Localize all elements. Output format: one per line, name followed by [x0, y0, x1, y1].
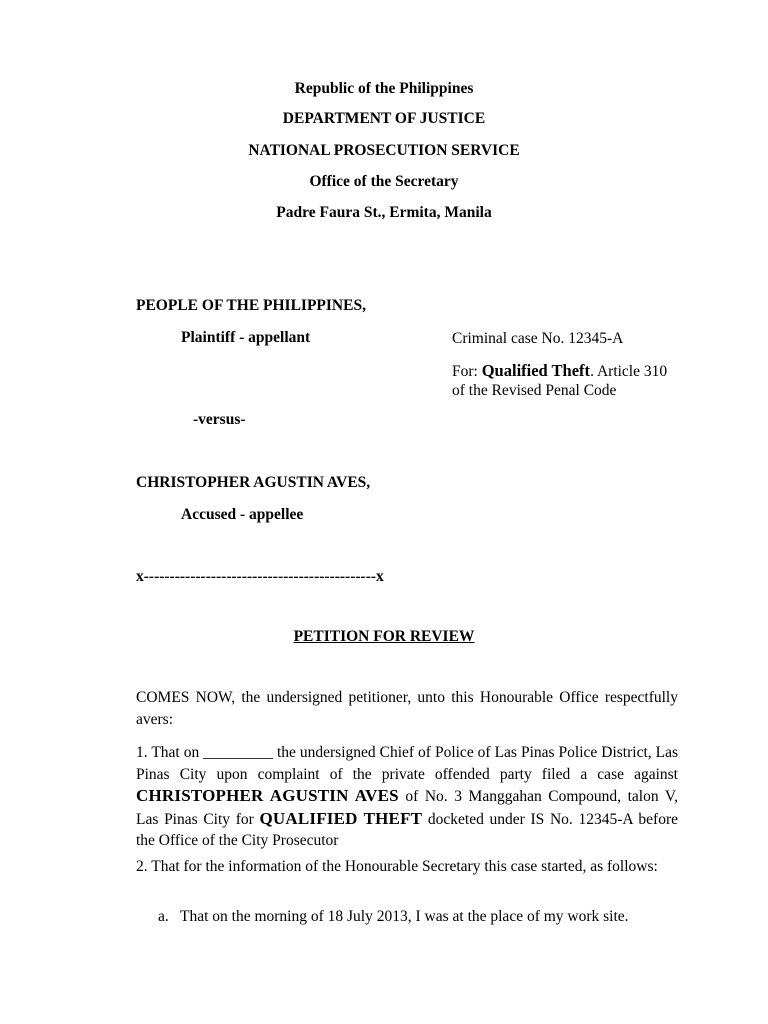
case-offense: [452, 361, 682, 400]
accused-role: Accused - appellee: [181, 506, 304, 523]
plaintiff-name: PEOPLE OF THE PHILIPPINES,: [136, 297, 366, 314]
paragraph-1-text-b: of No. 3 Manggahan Compound, talon V, Las Pinas City for: [136, 788, 678, 828]
accused-name: CHRISTOPHER AGUSTIN AVES,: [136, 474, 371, 491]
intro-paragraph: COMES NOW, the undersigned petitioner, unto this Honourable Office respectfully avers:: [136, 689, 678, 728]
paragraph-1: [136, 742, 678, 852]
caption-separator: x---------------------------------------------x: [136, 568, 384, 585]
document-title: [0, 628, 768, 646]
offense-name: Qualified Theft: [481, 361, 591, 380]
header-department: DEPARTMENT OF JUSTICE: [282, 110, 486, 127]
paragraph-1-text-a: 1. That on _________ the undersigned Chief of Police of Las Pinas Police District, Las Pinas City upon complaint of the private offended party filed a case against: [136, 744, 678, 783]
accused-name-inline: CHRISTOPHER AGUSTIN AVES: [136, 786, 399, 805]
paragraph-2: 2. That for the information of the Honourable Secretary this case started, as follows:: [136, 858, 658, 875]
header-address: Padre Faura St., Ermita, Manila: [276, 204, 492, 221]
header-office: Office of the Secretary: [309, 173, 459, 190]
header-prosecution-service: NATIONAL PROSECUTION SERVICE: [248, 142, 520, 159]
petition-title-text: PETITION FOR REVIEW: [293, 628, 475, 645]
list-item-text: That on the morning of 18 July 2013, I was at the place of my work site.: [180, 908, 629, 925]
header-republic: Republic of the Philippines: [294, 80, 474, 97]
offense-article: . Article 310 of the Revised Penal Code: [452, 363, 668, 399]
paragraph-1-text-c: docketed under IS No. 12345-A before the Office of the City Prosecutor: [136, 810, 678, 849]
plaintiff-role: Plaintiff - appellant: [181, 329, 311, 346]
criminal-case-number: Criminal case No. 12345-A: [452, 330, 624, 347]
offense-inline: QUALIFIED THEFT: [259, 808, 423, 828]
list-item-marker: a.: [158, 908, 169, 925]
versus-label: -versus-: [193, 411, 246, 428]
list-item: [158, 908, 678, 926]
for-label: For:: [452, 363, 478, 380]
